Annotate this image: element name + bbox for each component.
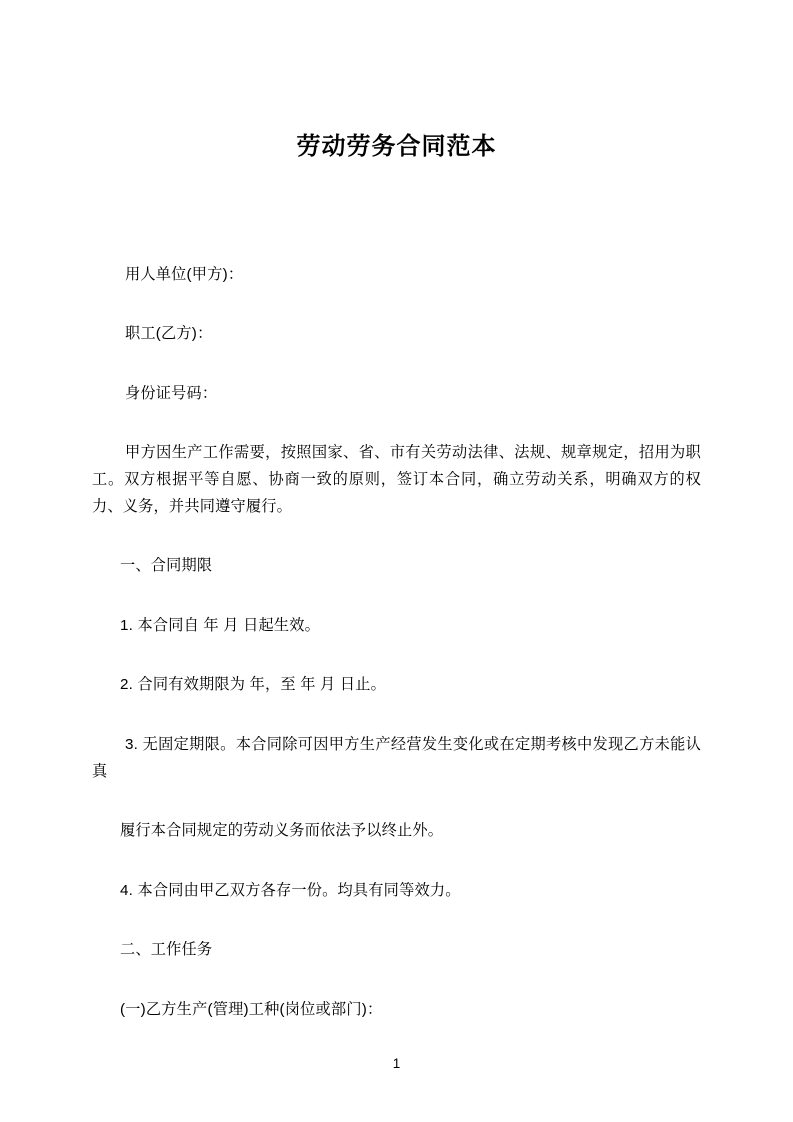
page-title: 劳动劳务合同范本	[296, 133, 497, 160]
paragraph-clause-2-1: (一)乙方生产(管理)工种(岗位或部门)：	[120, 1000, 383, 1018]
paragraph-employer-line: 用人单位(甲方)：	[125, 265, 244, 283]
title-spacer	[92, 164, 701, 262]
paragraph-id-number-line: 身份证号码：	[125, 384, 218, 402]
paragraph-clause-1-3-continued: 履行本合同规定的劳动义务而依法予以终止外。	[120, 822, 444, 840]
paragraph-clause-1-4: 4. 本合同由甲乙双方各存一份。均具有同等效力。	[120, 881, 461, 899]
paragraph-preamble: 甲方因生产工作需要，按照国家、省、市有关劳动法律、法规、规章规定，招用为职工。双方根据平等自愿、协商一致的原则，签订本合同，确立劳动关系，明确双方的权力、义务，并共同遵守履行。	[92, 444, 701, 515]
page-number: 1	[392, 1056, 401, 1071]
paragraph-clause-1-1: 1. 本合同自 年 月 日起生效。	[120, 616, 321, 634]
paragraph-employee-line: 职工(乙方)：	[125, 325, 213, 343]
paragraph-clause-1-2: 2. 合同有效期限为 年，至 年 月 日止。	[120, 676, 386, 694]
heading-section-1: 一、合同期限	[120, 557, 213, 575]
heading-section-2: 二、工作任务	[120, 941, 213, 959]
paragraph-clause-1-3: 3. 无固定期限。本合同除可因甲方生产经营发生变化或在定期考核中发现乙方未能认真	[92, 735, 701, 780]
